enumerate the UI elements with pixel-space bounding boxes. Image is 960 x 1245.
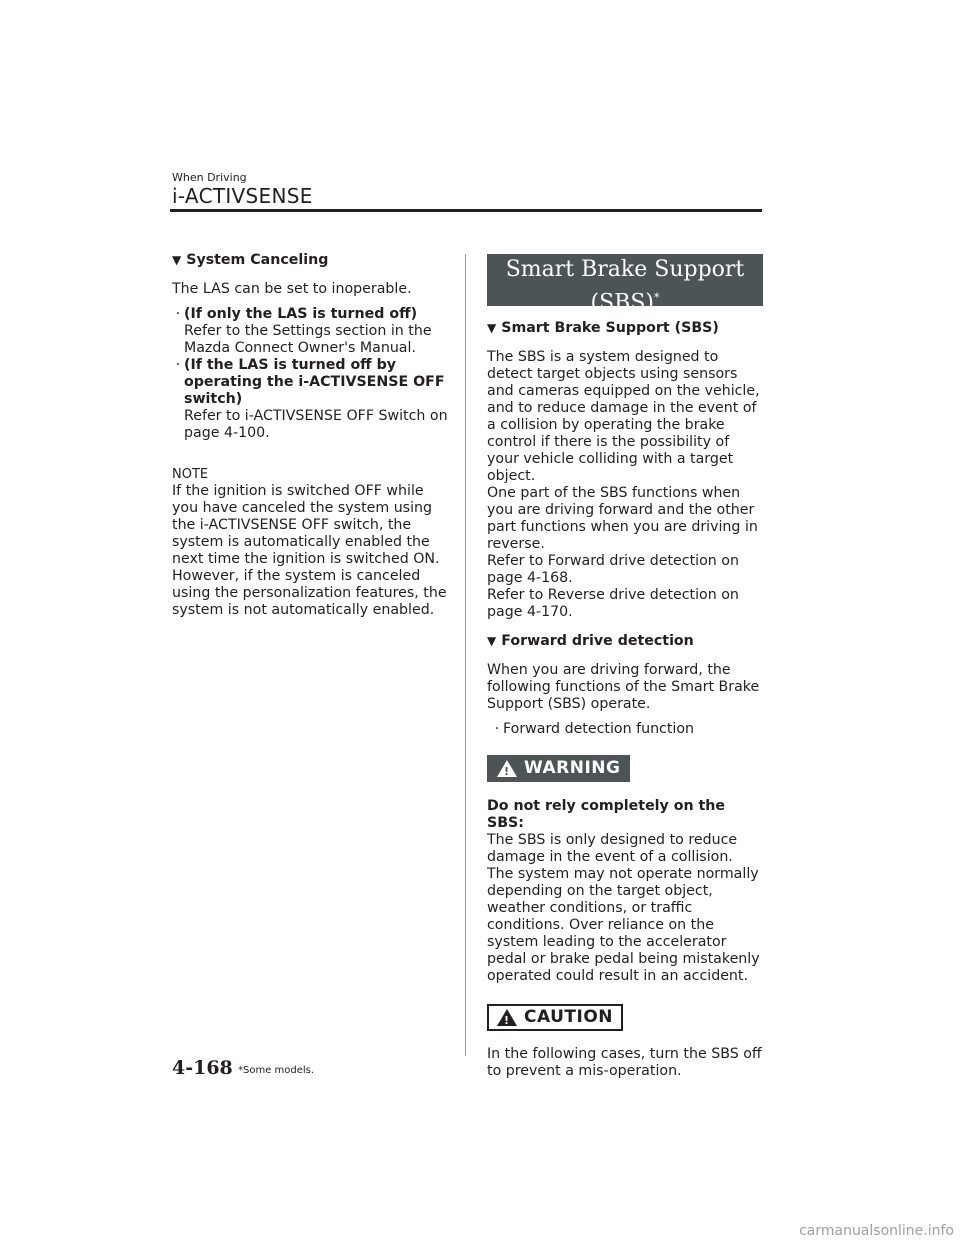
left-column	[172, 252, 454, 619]
sbs-heading	[487, 320, 763, 337]
warning-block	[487, 755, 763, 782]
sbs-text: One part of the SBS functions when you are driving forward and the other part functions when you are driving in reverse.	[487, 485, 758, 552]
warning-triangle-icon: !	[497, 760, 517, 777]
page-number: 4-168	[172, 1057, 233, 1079]
heading-text: System Canceling	[186, 252, 329, 268]
bullet-dot-icon: ·	[175, 306, 181, 322]
bullet-item	[172, 357, 454, 442]
bullet-title: (If only the LAS is turned off)	[184, 306, 418, 322]
sbs-reference: Refer to Forward drive detection on page 4-168.	[487, 553, 739, 586]
header-rule	[170, 209, 762, 212]
system-canceling-heading	[172, 252, 454, 269]
caution-label-box	[487, 1004, 623, 1031]
sbs-reference: Refer to Reverse drive detection on page 4-170.	[487, 587, 739, 620]
forward-drive-heading	[487, 633, 763, 650]
warning-label: WARNING	[524, 758, 621, 778]
bullet-text: Refer to the Settings section in the Mazda Connect Owner's Manual.	[184, 323, 432, 356]
bullet-text: Forward detection function	[503, 721, 695, 737]
warning-text: The system may not operate normally depending on the target object, weather conditions, or traffic conditions. Over reliance on the system leading to the accelerator pedal or brake pedal being mistakenly operated could result in an accident.	[487, 866, 760, 984]
intro-text: The LAS can be set to inoperable.	[172, 281, 412, 297]
section-banner	[487, 254, 763, 316]
bullet-item	[172, 306, 454, 357]
bullet-dot-icon: ·	[175, 357, 181, 373]
forward-text: When you are driving forward, the following functions of the Smart Brake Support (SBS) operate.	[487, 662, 760, 712]
note-label: NOTE	[172, 467, 209, 482]
bullet-text: Refer to i-ACTIVSENSE OFF Switch on page 4-100.	[184, 408, 448, 441]
caution-triangle-icon: !	[497, 1009, 517, 1026]
caution-block	[487, 1004, 763, 1031]
warning-label-box	[487, 755, 630, 782]
note-text: If the ignition is switched OFF while you have canceled the system using the i-ACTIVSENSE OFF switch, the system is automatically enabled the next time the ignition is switched ON. However, if the system is canceled using the personalization features, the system is not automatically enabled.	[172, 483, 447, 618]
bullet-dot-icon: ·	[494, 721, 500, 737]
banner-line2: (SBS)*	[590, 290, 660, 316]
warning-title: Do not rely completely on the SBS:	[487, 798, 726, 831]
watermark: carmanualsonline.info	[799, 1223, 954, 1239]
bullet-item	[487, 721, 763, 738]
triangle-down-icon: ▼	[487, 321, 497, 335]
footnote-mark: *	[653, 291, 660, 304]
caution-label: CAUTION	[524, 1007, 614, 1027]
heading-text: Forward drive detection	[501, 633, 694, 649]
column-divider	[465, 254, 466, 1056]
footnote: *Some models.	[238, 1065, 315, 1076]
chapter-title: i-ACTIVSENSE	[172, 184, 313, 208]
triangle-down-icon: ▼	[172, 253, 182, 267]
sbs-text: The SBS is a system designed to detect target objects using sensors and cameras equipped on the vehicle, and to reduce damage in the event of a collision by operating the brake control if there is the possibility of your vehicle colliding with a target object.	[487, 349, 760, 484]
triangle-down-icon: ▼	[487, 634, 497, 648]
section-label: When Driving	[172, 171, 247, 184]
caution-text: In the following cases, turn the SBS off to prevent a mis-operation.	[487, 1046, 762, 1079]
banner-line1: Smart Brake Support	[505, 257, 745, 282]
warning-text: The SBS is only designed to reduce damage in the event of a collision.	[487, 832, 738, 865]
heading-text: Smart Brake Support (SBS)	[501, 320, 719, 336]
right-column	[487, 254, 763, 1080]
bullet-title: (If the LAS is turned off by operating the i-ACTIVSENSE OFF switch)	[184, 357, 445, 407]
